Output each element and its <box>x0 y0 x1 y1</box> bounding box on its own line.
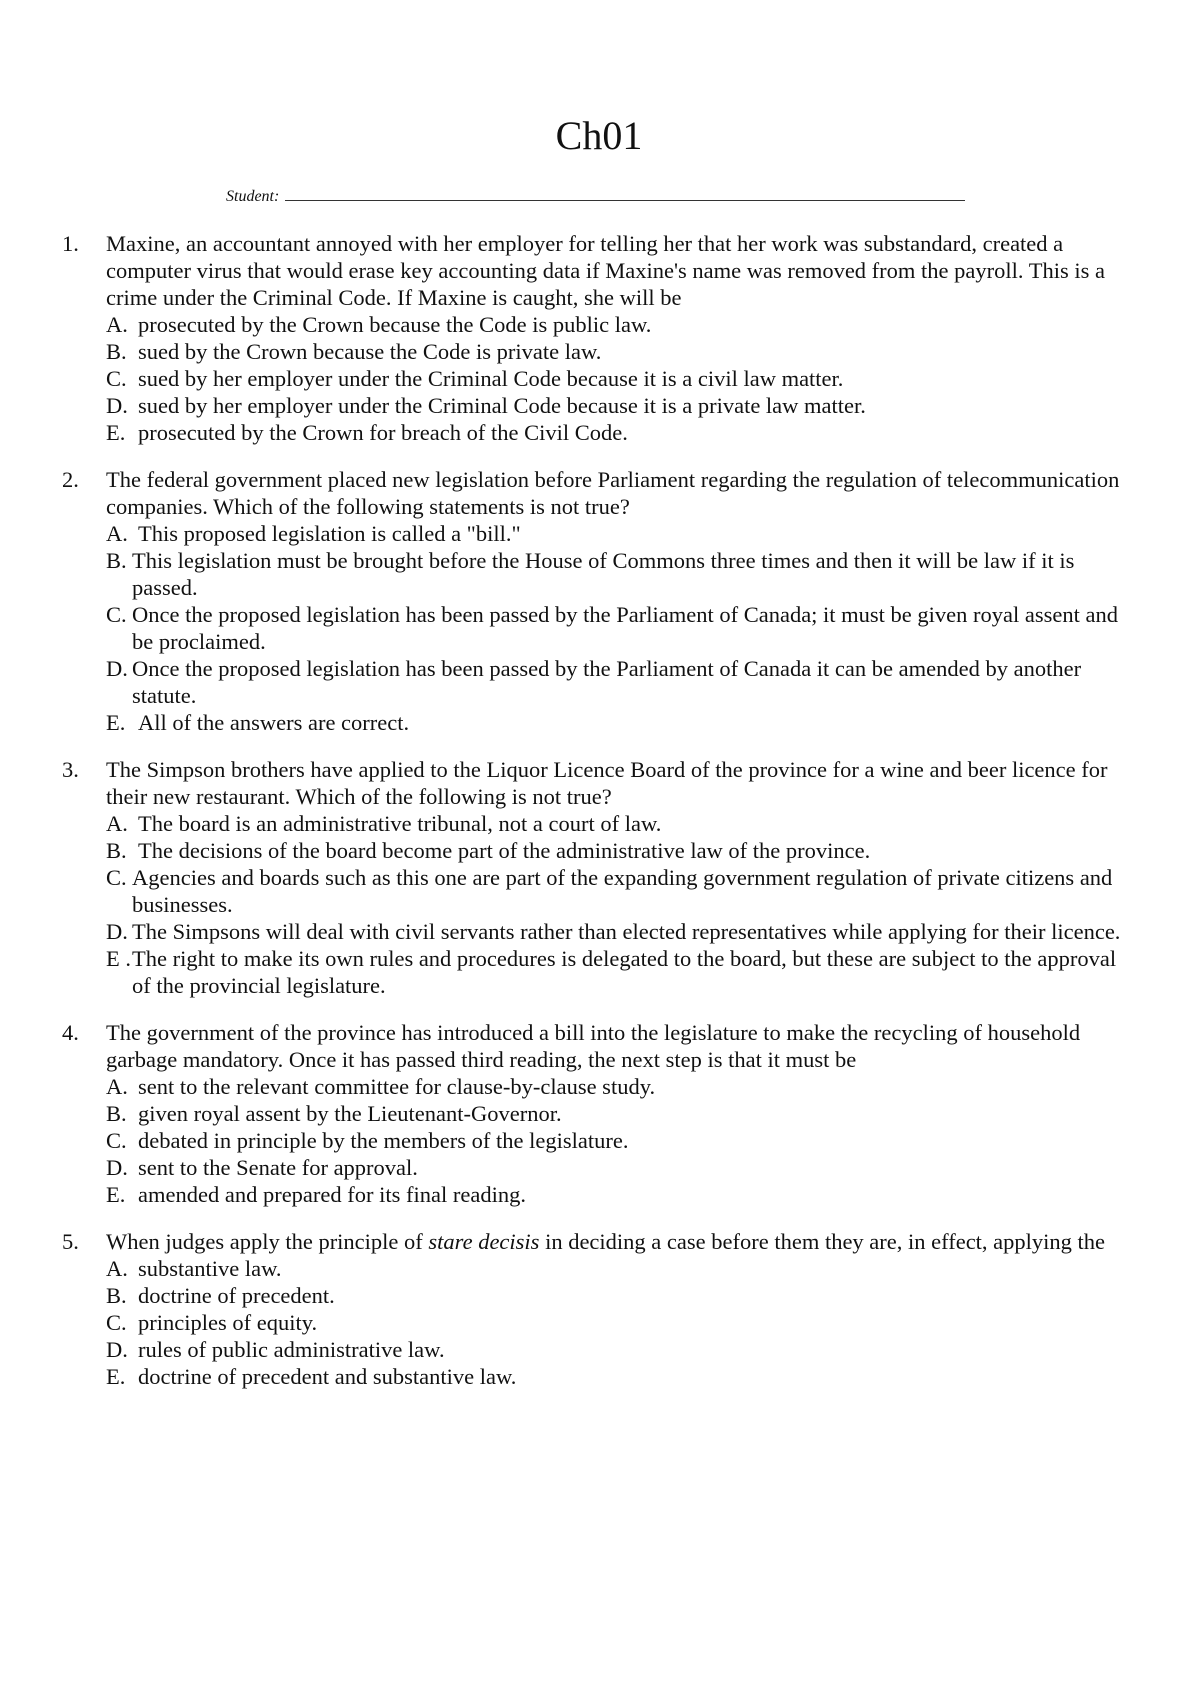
option-text: All of the answers are correct. <box>138 710 410 735</box>
option-text: sued by her employer under the Criminal Code because it is a private law matter. <box>138 393 866 418</box>
option-letter: D. <box>106 656 128 681</box>
question-3 <box>0 756 1190 999</box>
option-letter: E. <box>106 420 126 445</box>
option-text: Once the proposed legislation has been passed by the Parliament of Canada; it must be given royal assent and be proclaimed. <box>132 602 1118 654</box>
question-number: 5. <box>62 1229 79 1254</box>
student-underline <box>285 186 965 201</box>
option-d <box>106 1336 1134 1363</box>
option-letter: B. <box>106 1101 127 1126</box>
option-e <box>106 419 1134 446</box>
option-a <box>106 1255 1134 1282</box>
question-number: 1. <box>62 231 79 256</box>
option-d <box>106 918 1134 945</box>
question-number: 2. <box>62 467 79 492</box>
option-text: The Simpsons will deal with civil servants rather than elected representatives while applying for their licence. <box>132 919 1121 944</box>
stem-italic-term: stare decisis <box>428 1229 540 1254</box>
student-name-field[interactable] <box>226 186 965 207</box>
option-text: sued by the Crown because the Code is private law. <box>138 339 602 364</box>
option-a <box>106 1073 1134 1100</box>
question-stem: The federal government placed new legislation before Parliament regarding the regulation of telecommunication companies. Which of the following statements is not true? <box>106 467 1120 519</box>
option-letter: C. <box>106 366 127 391</box>
question-number: 3. <box>62 757 79 782</box>
option-text: rules of public administrative law. <box>138 1337 445 1362</box>
question-number: 4. <box>62 1020 79 1045</box>
option-text: doctrine of precedent and substantive law. <box>138 1364 517 1389</box>
option-letter: D. <box>106 393 128 418</box>
option-d <box>106 655 1134 709</box>
option-e <box>106 945 1134 999</box>
option-b <box>106 1100 1134 1127</box>
option-letter: C. <box>106 865 127 890</box>
option-letter: C. <box>106 602 127 627</box>
option-text: debated in principle by the members of the legislature. <box>138 1128 629 1153</box>
option-text: prosecuted by the Crown for breach of the Civil Code. <box>138 420 628 445</box>
option-e <box>106 1181 1134 1208</box>
option-a <box>106 311 1134 338</box>
option-text: This legislation must be brought before the House of Commons three times and then it will be law if it is passed. <box>132 548 1075 600</box>
option-text: sued by her employer under the Criminal Code because it is a civil law matter. <box>138 366 844 391</box>
option-text: The decisions of the board become part of the administrative law of the province. <box>138 838 871 863</box>
option-b <box>106 547 1134 601</box>
page-title: Ch01 <box>555 113 643 158</box>
option-letter: A. <box>106 521 128 546</box>
question-stem: The government of the province has introduced a bill into the legislature to make the recycling of household garbage mandatory. Once it has passed third reading, the next step is that it must be <box>106 1020 1081 1072</box>
option-letter: B. <box>106 548 127 573</box>
option-c <box>106 864 1134 918</box>
option-c <box>106 1127 1134 1154</box>
option-text: doctrine of precedent. <box>138 1283 335 1308</box>
option-text: The right to make its own rules and procedures is delegated to the board, but these are subject to the approval of the provincial legislature. <box>132 946 1117 998</box>
option-letter: C. <box>106 1128 127 1153</box>
option-letter: A. <box>106 1074 128 1099</box>
option-text: Agencies and boards such as this one are part of the expanding government regulation of private citizens and businesses. <box>132 865 1113 917</box>
question-stem: The Simpson brothers have applied to the Liquor Licence Board of the province for a wine and beer licence for their new restaurant. Which of the following is not true? <box>106 757 1108 809</box>
option-text: amended and prepared for its final reading. <box>138 1182 526 1207</box>
question-stem <box>106 1228 1134 1255</box>
option-b <box>106 338 1134 365</box>
option-letter: D. <box>106 1337 128 1362</box>
option-letter: E. <box>106 1182 126 1207</box>
student-label: Student: <box>226 188 280 205</box>
option-letter: B. <box>106 838 127 863</box>
option-d <box>106 1154 1134 1181</box>
option-text: prosecuted by the Crown because the Code is public law. <box>138 312 652 337</box>
option-letter: D. <box>106 1155 128 1180</box>
option-c <box>106 1309 1134 1336</box>
question-4 <box>0 1019 1190 1208</box>
option-b <box>106 1282 1134 1309</box>
option-letter: E. <box>106 1364 126 1389</box>
option-list <box>0 311 1190 446</box>
option-list <box>0 520 1190 736</box>
option-text: Once the proposed legislation has been passed by the Parliament of Canada it can be amended by another statute. <box>132 656 1082 708</box>
option-d <box>106 392 1134 419</box>
stem-text-after: in deciding a case before them they are, in effect, applying the <box>539 1229 1106 1254</box>
question-1 <box>0 230 1190 446</box>
option-text: given royal assent by the Lieutenant-Governor. <box>138 1101 562 1126</box>
option-text: sent to the Senate for approval. <box>138 1155 418 1180</box>
question-stem: Maxine, an accountant annoyed with her employer for telling her that her work was substandard, created a computer virus that would erase key accounting data if Maxine's name was removed from the payroll. This is a crime under the Criminal Code. If Maxine is caught, she will be <box>106 231 1105 310</box>
option-letter: B. <box>106 339 127 364</box>
option-text: sent to the relevant committee for clause-by-clause study. <box>138 1074 656 1099</box>
option-letter: A. <box>106 312 128 337</box>
stem-text-before: When judges apply the principle of <box>106 1229 429 1254</box>
option-e <box>106 709 1134 736</box>
option-e <box>106 1363 1134 1390</box>
option-c <box>106 601 1134 655</box>
option-list <box>0 810 1190 999</box>
option-letter: A. <box>106 811 128 836</box>
option-letter: E . <box>106 946 131 971</box>
option-b <box>106 837 1134 864</box>
option-letter: A. <box>106 1256 128 1281</box>
option-text: The board is an administrative tribunal, not a court of law. <box>138 811 662 836</box>
option-letter: E. <box>106 710 126 735</box>
option-list <box>0 1255 1190 1390</box>
option-letter: D. <box>106 919 128 944</box>
option-a <box>106 810 1134 837</box>
option-letter: C. <box>106 1310 127 1335</box>
option-letter: B. <box>106 1283 127 1308</box>
question-5 <box>0 1228 1190 1390</box>
question-list <box>0 230 1190 1410</box>
question-2 <box>0 466 1190 736</box>
option-c <box>106 365 1134 392</box>
option-a <box>106 520 1134 547</box>
option-text: substantive law. <box>138 1256 282 1281</box>
option-list <box>0 1073 1190 1208</box>
option-text: This proposed legislation is called a "bill." <box>138 521 521 546</box>
option-text: principles of equity. <box>138 1310 318 1335</box>
